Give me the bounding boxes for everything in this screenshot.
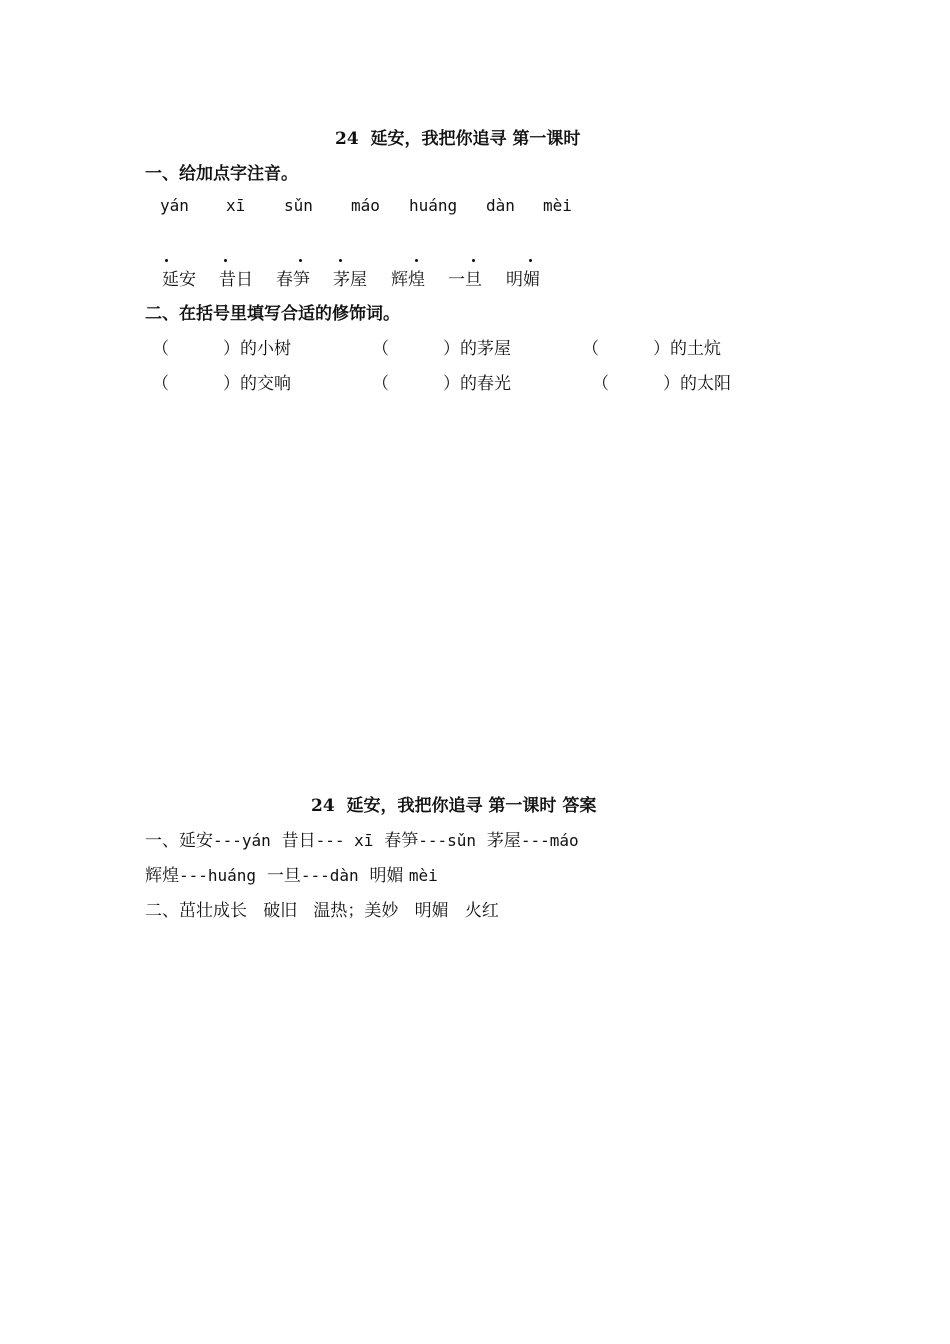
answer-pinyin: ---máo [520, 831, 579, 850]
answer-pinyin: ---dàn [300, 866, 359, 885]
emphasis-dot [339, 259, 342, 262]
fill-blank-item: （ ）的土炕 [582, 339, 722, 359]
emphasis-dot [529, 259, 532, 262]
dotted-word: 昔日 [219, 270, 253, 290]
emphasis-dot [299, 259, 302, 262]
section1-heading: 一、给加点字注音。 [145, 164, 298, 184]
answer-word: 茅屋 [486, 831, 521, 851]
answer-pinyin: ---huáng [179, 866, 257, 885]
pinyin-item: dàn [486, 196, 515, 215]
dotted-word: 明媚 [506, 270, 540, 290]
fill-blank-item: （ ）的交响 [152, 374, 292, 394]
answer-word: 明媚 [369, 866, 404, 886]
answer-line-1 [145, 826, 579, 851]
pinyin-item: xī [226, 196, 246, 215]
answer-line-3: 二、茁壮成长 破旧 温热；美妙 明媚 火红 [145, 901, 499, 921]
emphasis-dot [472, 259, 475, 262]
dotted-word: 一旦 [448, 270, 482, 290]
emphasis-dot [165, 259, 168, 262]
pinyin-item: mèi [543, 196, 572, 215]
answer-word: 延安 [179, 831, 213, 851]
fill-blank-item: （ ）的春光 [372, 374, 512, 394]
dotted-word: 延安 [162, 270, 196, 290]
fill-blank-item: （ ）的小树 [152, 339, 292, 359]
answer-word: 春笋 [384, 831, 419, 851]
answer-word: 昔日 [281, 831, 316, 851]
worksheet-title: 24 延安，我把你追寻 第一课时 [335, 129, 581, 149]
fill-blank-item: （ ）的茅屋 [372, 339, 512, 359]
answer-prefix: 一、 [145, 831, 179, 851]
dotted-word: 春笋 [276, 270, 310, 290]
answer-word: 一旦 [266, 866, 301, 886]
answer-word: 辉煌 [145, 866, 179, 886]
pinyin-item: yán [160, 196, 189, 215]
pinyin-item: huáng [409, 196, 458, 215]
answer-pinyin: mèi [408, 866, 438, 885]
pinyin-item: máo [351, 196, 380, 215]
section2-heading: 二、在括号里填写合适的修饰词。 [145, 304, 400, 324]
dotted-word: 辉煌 [391, 270, 425, 290]
answer-pinyin: ---yán [213, 831, 271, 850]
pinyin-item: sǔn [284, 196, 313, 215]
dotted-word: 茅屋 [333, 270, 367, 290]
answer-pinyin: ---sǔn [418, 831, 477, 850]
emphasis-dot [224, 259, 227, 262]
answers-title: 24 延安，我把你追寻 第一课时 答案 [311, 796, 597, 816]
fill-blank-item: （ ）的太阳 [592, 374, 732, 394]
answer-pinyin: --- xī [315, 831, 374, 850]
emphasis-dot [415, 259, 418, 262]
answer-line-2 [145, 861, 438, 886]
